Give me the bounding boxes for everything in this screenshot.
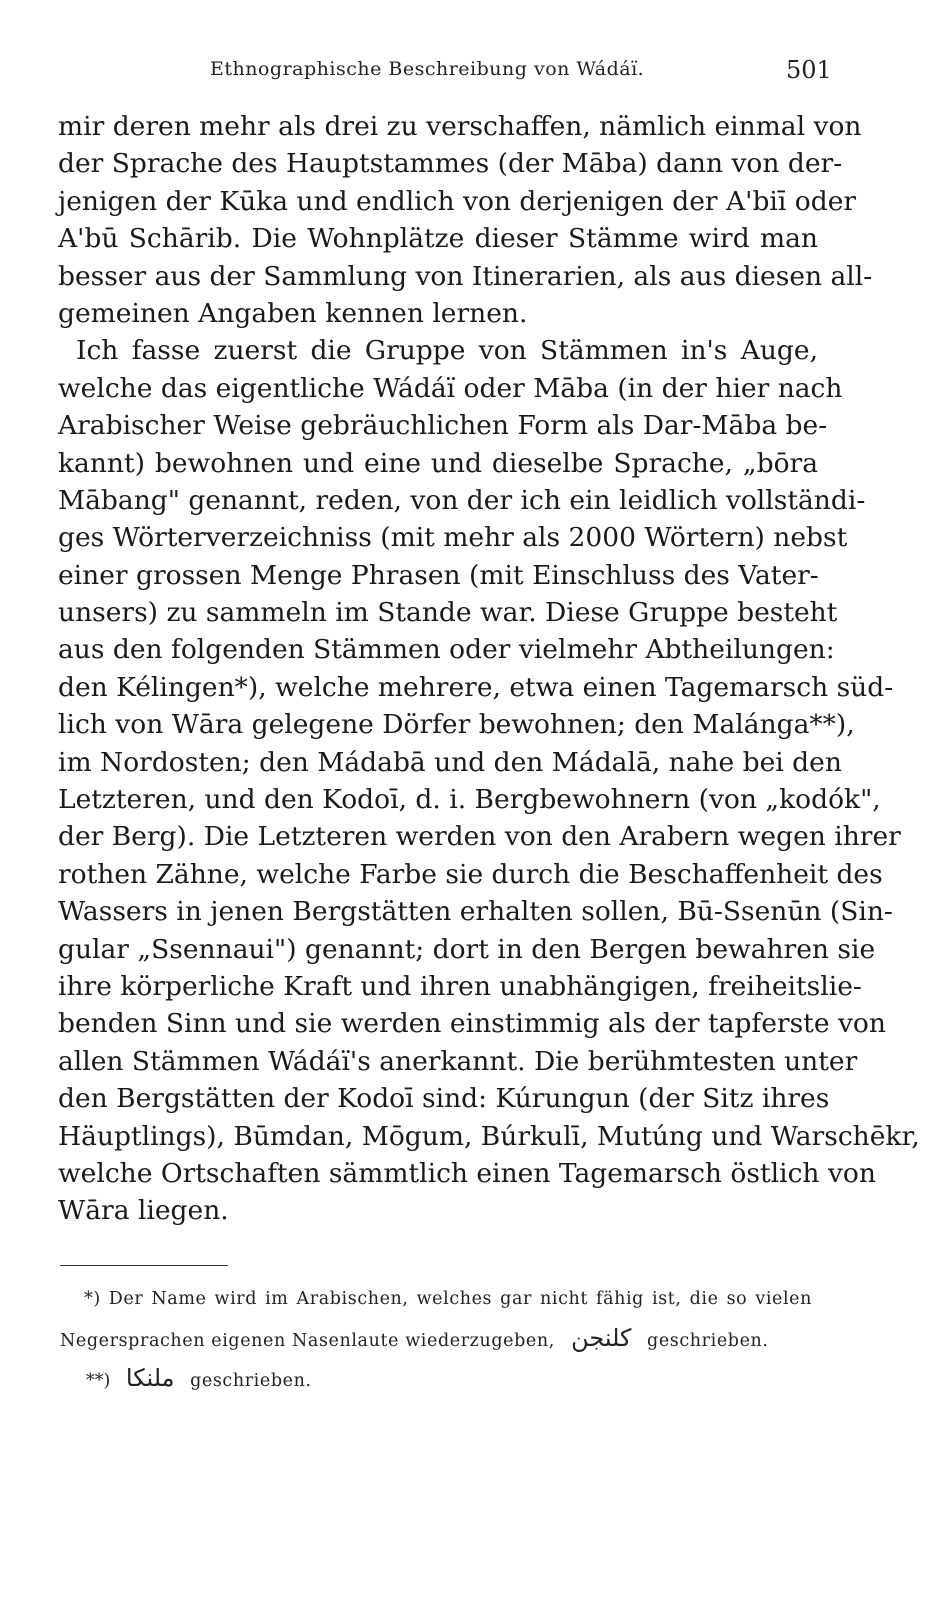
footnote-1-continuation <box>60 1324 769 1352</box>
footnote-2-suffix: geschrieben. <box>190 1371 312 1391</box>
text-line: Ich fasse zuerst die Gruppe von Stämmen in's Auge, <box>76 335 818 367</box>
text-line: A'bū Schārib. Die Wohnplätze dieser Stämme wird man <box>58 223 818 255</box>
footnote-2 <box>86 1364 312 1392</box>
text-line: gular „Ssennaui") genannt; dort in den Bergen bewahren sie <box>58 933 876 965</box>
footnote-1-arabic: كلنجن <box>571 1324 632 1352</box>
text-line: einer grossen Menge Phrasen (mit Einschluss des Vater- <box>58 559 819 591</box>
text-line: Häuptlings), Būmdan, Mōgum, Búrkulī, Mutúng und Warschēkr, <box>58 1120 920 1152</box>
footnote-2-marker: **) <box>86 1371 111 1391</box>
text-line: welche das eigentliche Wádáï oder Māba (in der hier nach <box>58 372 843 404</box>
text-line: aus den folgenden Stämmen oder vielmehr Abtheilungen: <box>58 634 835 666</box>
text-line: gemeinen Angaben kennen lernen. <box>58 297 528 329</box>
text-line: Wāra liegen. <box>58 1195 229 1227</box>
text-line: jenigen der Kūka und endlich von derjenigen der A'biī oder <box>58 185 857 217</box>
text-line: ges Wörterverzeichniss (mit mehr als 2000 Wörtern) nebst <box>58 522 848 554</box>
text-line: unsers) zu sammeln im Stande war. Diese Gruppe besteht <box>58 597 838 629</box>
text-line: der Sprache des Hauptstammes (der Māba) dann von der- <box>58 148 843 180</box>
text-line: Letzteren, und den Kodoī, d. i. Bergbewohnern (von „kodók", <box>58 784 881 816</box>
text-line: der Berg). Die Letzteren werden von den Arabern wegen ihrer <box>58 821 901 853</box>
text-line: lich von Wāra gelegene Dörfer bewohnen; den Malánga**), <box>58 709 855 741</box>
footnote-1-suffix: geschrieben. <box>647 1331 769 1351</box>
text-line: welche Ortschaften sämmtlich einen Tagemarsch östlich von <box>58 1157 876 1189</box>
footnote-divider <box>60 1265 228 1266</box>
text-line: rothen Zähne, welche Farbe sie durch die Beschaffenheit des <box>58 858 883 890</box>
text-line: benden Sinn und sie werden einstimmig als der tapferste von <box>58 1008 886 1040</box>
running-title: Ethnographische Beschreibung von Wádáï. <box>210 58 645 80</box>
page-number: 501 <box>786 56 832 84</box>
text-line: den Bergstätten der Kodoī sind: Kúrungun (der Sitz ihres <box>58 1083 830 1115</box>
footnote-1-text: Negersprachen eigenen Nasenlaute wiederzugeben, <box>60 1331 555 1351</box>
footnote-1: *) Der Name wird im Arabischen, welches gar nicht fähig ist, die so vielen <box>84 1289 812 1309</box>
body-text <box>58 108 920 1230</box>
text-line: den Kélingen*), welche mehrere, etwa einen Tagemarsch süd- <box>58 671 894 703</box>
text-line: besser aus der Sammlung von Itinerarien, als aus diesen all- <box>58 260 873 292</box>
text-line: mir deren mehr als drei zu verschaffen, nämlich einmal von <box>58 111 862 142</box>
text-line: Arabischer Weise gebräuchlichen Form als Dar-Māba be- <box>58 410 828 442</box>
text-line: Wassers in jenen Bergstätten erhalten sollen, Bū-Ssenūn (Sin- <box>58 896 893 928</box>
text-line: kannt) bewohnen und eine und dieselbe Sprache, „bōra <box>58 447 818 479</box>
text-line: allen Stämmen Wádáï's anerkannt. Die berühmtesten unter <box>58 1045 858 1077</box>
text-line: ihre körperliche Kraft und ihren unabhängigen, freiheitslie- <box>58 970 862 1002</box>
text-line: im Nordosten; den Mádabā und den Mádalā, nahe bei den <box>58 746 842 778</box>
footnote-2-arabic: ملنكا <box>125 1364 175 1392</box>
text-line: Mābang" genannt, reden, von der ich ein leidlich vollständi- <box>58 484 866 516</box>
